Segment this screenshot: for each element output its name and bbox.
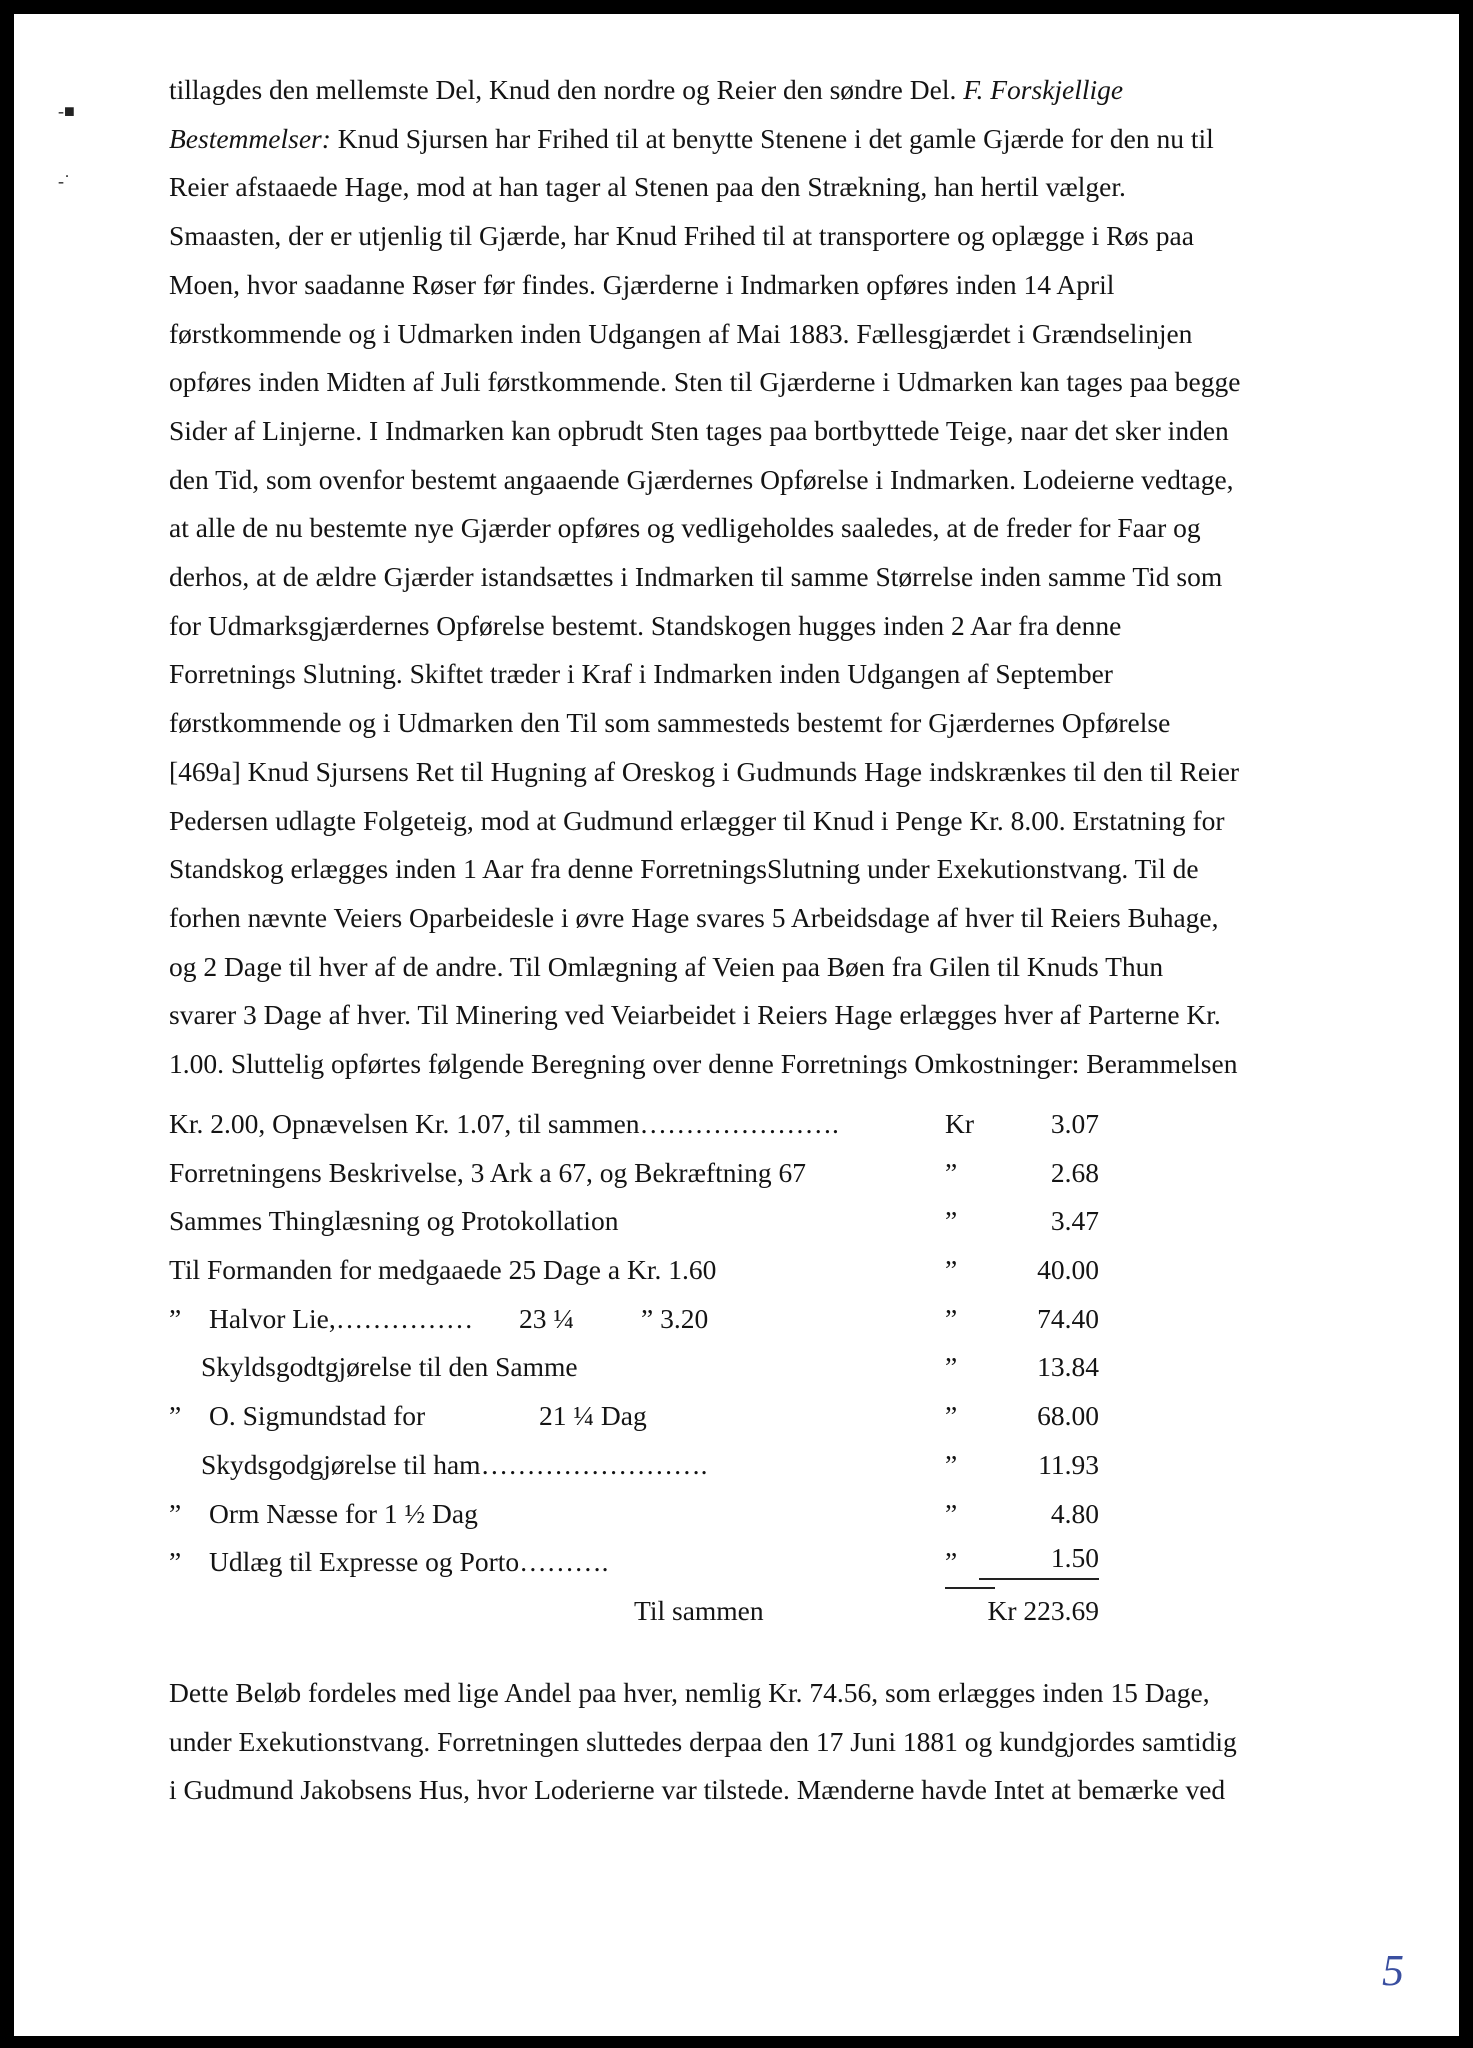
text-line: Dette Beløb fordeles med lige Andel paa hver, nemlig Kr. 74.56, som erlægges inden 15 Dage, xyxy=(169,1677,1210,1708)
ledger-unit: ” xyxy=(945,1538,995,1589)
text-line xyxy=(169,456,1299,505)
ledger-row xyxy=(169,1197,1169,1246)
ledger-amount: 4.80 xyxy=(1050,1497,1099,1529)
text-segment: derhos, at de ældre Gjærder istandsættes i Indmarken til samme Størrelse inden samme Tid som xyxy=(169,561,1223,593)
ledger-description: Forretningens Beskrivelse, 3 Ark a 67, og Bekræftning 67 xyxy=(169,1156,806,1188)
ditto-mark: ” xyxy=(169,1400,182,1432)
ledger-description: Sammes Thinglæsning og Protokollation xyxy=(169,1205,619,1237)
ledger-row xyxy=(169,1100,1169,1149)
ledger-quantity: 23 ¼ xyxy=(519,1302,574,1334)
text-line xyxy=(169,797,1299,846)
ledger-unit: ” xyxy=(945,1302,958,1334)
text-segment: tillagdes den mellemste Del, Knud den nordre og Reier den søndre Del. xyxy=(169,74,964,105)
ledger-amount: 13.84 xyxy=(1037,1351,1099,1383)
ledger-quantity: 21 ¼ Dag xyxy=(539,1400,647,1432)
text-line xyxy=(169,115,1299,164)
ledger-unit: ” xyxy=(945,1156,958,1188)
text-line xyxy=(169,310,1299,359)
ledger-unit: ” xyxy=(945,1254,958,1286)
italic-heading: Bestemmelser: xyxy=(169,122,331,154)
text-line xyxy=(169,261,1299,310)
ditto-mark: ” xyxy=(169,1497,182,1529)
text-line xyxy=(169,894,1299,943)
text-line xyxy=(169,358,1299,407)
ledger-amount: 11.93 xyxy=(1038,1448,1099,1480)
ledger-unit: ” xyxy=(945,1400,958,1432)
ledger-amount: 68.00 xyxy=(1037,1400,1099,1432)
text-segment: 1.00. Sluttelig opførtes følgende Beregning over denne Forretnings Omkostninger: Berammelsen xyxy=(169,1048,1238,1080)
ledger-description: Udlæg til Expresse og Porto………. xyxy=(209,1546,609,1578)
text-segment: Moen, hvor saadanne Røser før findes. Gjærderne i Indmarken opføres inden 14 April xyxy=(169,268,1115,300)
text-segment: førstkommende og i Udmarken den Til som sammesteds bestemt for Gjærdernes Opførelse xyxy=(169,707,1171,739)
closing-paragraph xyxy=(169,1669,1299,1815)
body-text xyxy=(169,66,1299,1089)
text-line xyxy=(169,504,1299,553)
ledger-description: Halvor Lie,…………… xyxy=(209,1302,474,1334)
text-line xyxy=(169,699,1299,748)
ledger-row xyxy=(169,1295,1169,1344)
total-amount: Kr 223.69 xyxy=(987,1594,1099,1626)
margin-mark: -˙ xyxy=(58,171,70,191)
total-label: Til sammen xyxy=(634,1594,764,1626)
text-segment: Pedersen udlagte Folgeteig, mod at Gudmund erlægger til Knud i Penge Kr. 8.00. Erstatning for xyxy=(169,804,1225,836)
ledger-description: Skyldsgodtgjørelse til den Samme xyxy=(201,1351,578,1383)
ledger-rate: ” 3.20 xyxy=(641,1302,709,1334)
ditto-mark: ” xyxy=(169,1546,182,1578)
ledger-total-row xyxy=(169,1587,1169,1636)
text-line xyxy=(169,66,1299,115)
text-line xyxy=(169,748,1299,797)
text-line xyxy=(169,602,1299,651)
text-segment: svarer 3 Dage af hver. Til Minering ved Veiarbeidet i Reiers Hage erlægges hver af Parterne Kr. xyxy=(169,999,1221,1031)
ledger-amount: 3.47 xyxy=(1050,1205,1099,1237)
text-segment: Sider af Linjerne. I Indmarken kan opbrudt Sten tages paa bortbyttede Teige, naar det sker inden xyxy=(169,414,1229,446)
ledger-description: Skydsgodgjørelse til ham……………………. xyxy=(201,1448,708,1480)
ledger-row xyxy=(169,1343,1169,1392)
text-segment: Forretnings Slutning. Skiftet træder i Kraf i Indmarken inden Udgangen af September xyxy=(169,658,1113,690)
text-segment: Knud Sjursen har Frihed til at benytte Stenene i det gamle Gjærde for den nu til xyxy=(330,122,1214,154)
text-segment: Reier afstaaede Hage, mod at han tager al Stenen paa den Strækning, han hertil vælger. xyxy=(169,171,1126,203)
text-segment: Standskog erlægges inden 1 Aar fra denne ForretningsSlutning under Exekutionstvang. Til de xyxy=(169,853,1199,885)
text-segment: at alle de nu bestemte nye Gjærder opføres og vedligeholdes saaledes, at de freder for Faar og xyxy=(169,512,1201,544)
document-page xyxy=(14,14,1459,2036)
text-line xyxy=(169,845,1299,894)
text-segment: Smaasten, der er utjenlig til Gjærde, har Knud Frihed til at transportere og oplægge i Røs paa xyxy=(169,220,1194,252)
text-line xyxy=(169,943,1299,992)
ledger-description: O. Sigmundstad for xyxy=(209,1400,426,1432)
text-segment: opføres inden Midten af Juli førstkommende. Sten til Gjærderne i Udmarken kan tages paa begge xyxy=(169,366,1241,398)
text-line: under Exekutionstvang. Forretningen sluttedes derpaa den 17 Juni 1881 og kundgjordes samtidig xyxy=(169,1725,1237,1757)
ledger-amount: 3.07 xyxy=(1050,1108,1099,1139)
ledger-unit: ” xyxy=(945,1205,958,1237)
text-segment: og 2 Dage til hver af de andre. Til Omlægning af Veien paa Bøen fra Gilen til Knuds Thun xyxy=(169,950,1164,982)
ledger-row xyxy=(169,1149,1169,1198)
ledger-amount: 74.40 xyxy=(1037,1302,1099,1334)
text-line xyxy=(169,407,1299,456)
text-segment: [469a] Knud Sjursens Ret til Hugning af Oreskog i Gudmunds Hage indskrænkes til den til Reier xyxy=(169,755,1240,787)
ledger-amount: 40.00 xyxy=(1037,1254,1099,1286)
cost-ledger xyxy=(169,1100,1169,1636)
ledger-row xyxy=(169,1538,1169,1587)
text-line xyxy=(169,163,1299,212)
text-line xyxy=(169,212,1299,261)
ledger-description: Til Formanden for medgaaede 25 Dage a Kr. 1.60 xyxy=(169,1254,717,1286)
italic-heading: F. Forskjellige xyxy=(963,74,1124,105)
margin-marks xyxy=(58,76,75,216)
ledger-row xyxy=(169,1441,1169,1490)
text-line xyxy=(169,1040,1299,1089)
text-line xyxy=(169,650,1299,699)
ledger-unit: ” xyxy=(945,1497,958,1529)
ledger-unit: Kr xyxy=(945,1108,975,1139)
ledger-amount: 2.68 xyxy=(1050,1156,1099,1188)
ledger-description: Kr. 2.00, Opnævelsen Kr. 1.07, til sammen…………………. xyxy=(169,1108,839,1139)
ledger-unit: ” xyxy=(945,1448,958,1480)
text-segment: forhen nævnte Veiers Oparbeidesle i øvre Hage svares 5 Arbeidsdage af hver til Reiers Buhage, xyxy=(169,901,1219,933)
ditto-mark: ” xyxy=(169,1302,182,1334)
ledger-description: Orm Næsse for 1 ½ Dag xyxy=(209,1497,478,1529)
text-line xyxy=(169,991,1299,1040)
ledger-row xyxy=(169,1392,1169,1441)
text-segment: den Tid, som ovenfor bestemt angaaende Gjærdernes Opførelse i Indmarken. Lodeierne vedtage, xyxy=(169,463,1234,495)
text-line xyxy=(169,553,1299,602)
ledger-amount: 1.50 xyxy=(979,1538,1099,1580)
margin-mark: -■ xyxy=(58,101,75,121)
ledger-unit: ” xyxy=(945,1351,958,1383)
page-number: 5 xyxy=(1382,1946,1404,1995)
ledger-row xyxy=(169,1490,1169,1539)
text-line: i Gudmund Jakobsens Hus, hvor Loderierne var tilstede. Mænderne havde Intet at bemærke ved xyxy=(169,1774,1226,1806)
text-segment: for Udmarksgjærdernes Opførelse bestemt. Standskogen hugges inden 2 Aar fra denne xyxy=(169,609,1122,641)
text-segment: førstkommende og i Udmarken inden Udgangen af Mai 1883. Fællesgjærdet i Grændselinjen xyxy=(169,317,1193,349)
ledger-row xyxy=(169,1246,1169,1295)
